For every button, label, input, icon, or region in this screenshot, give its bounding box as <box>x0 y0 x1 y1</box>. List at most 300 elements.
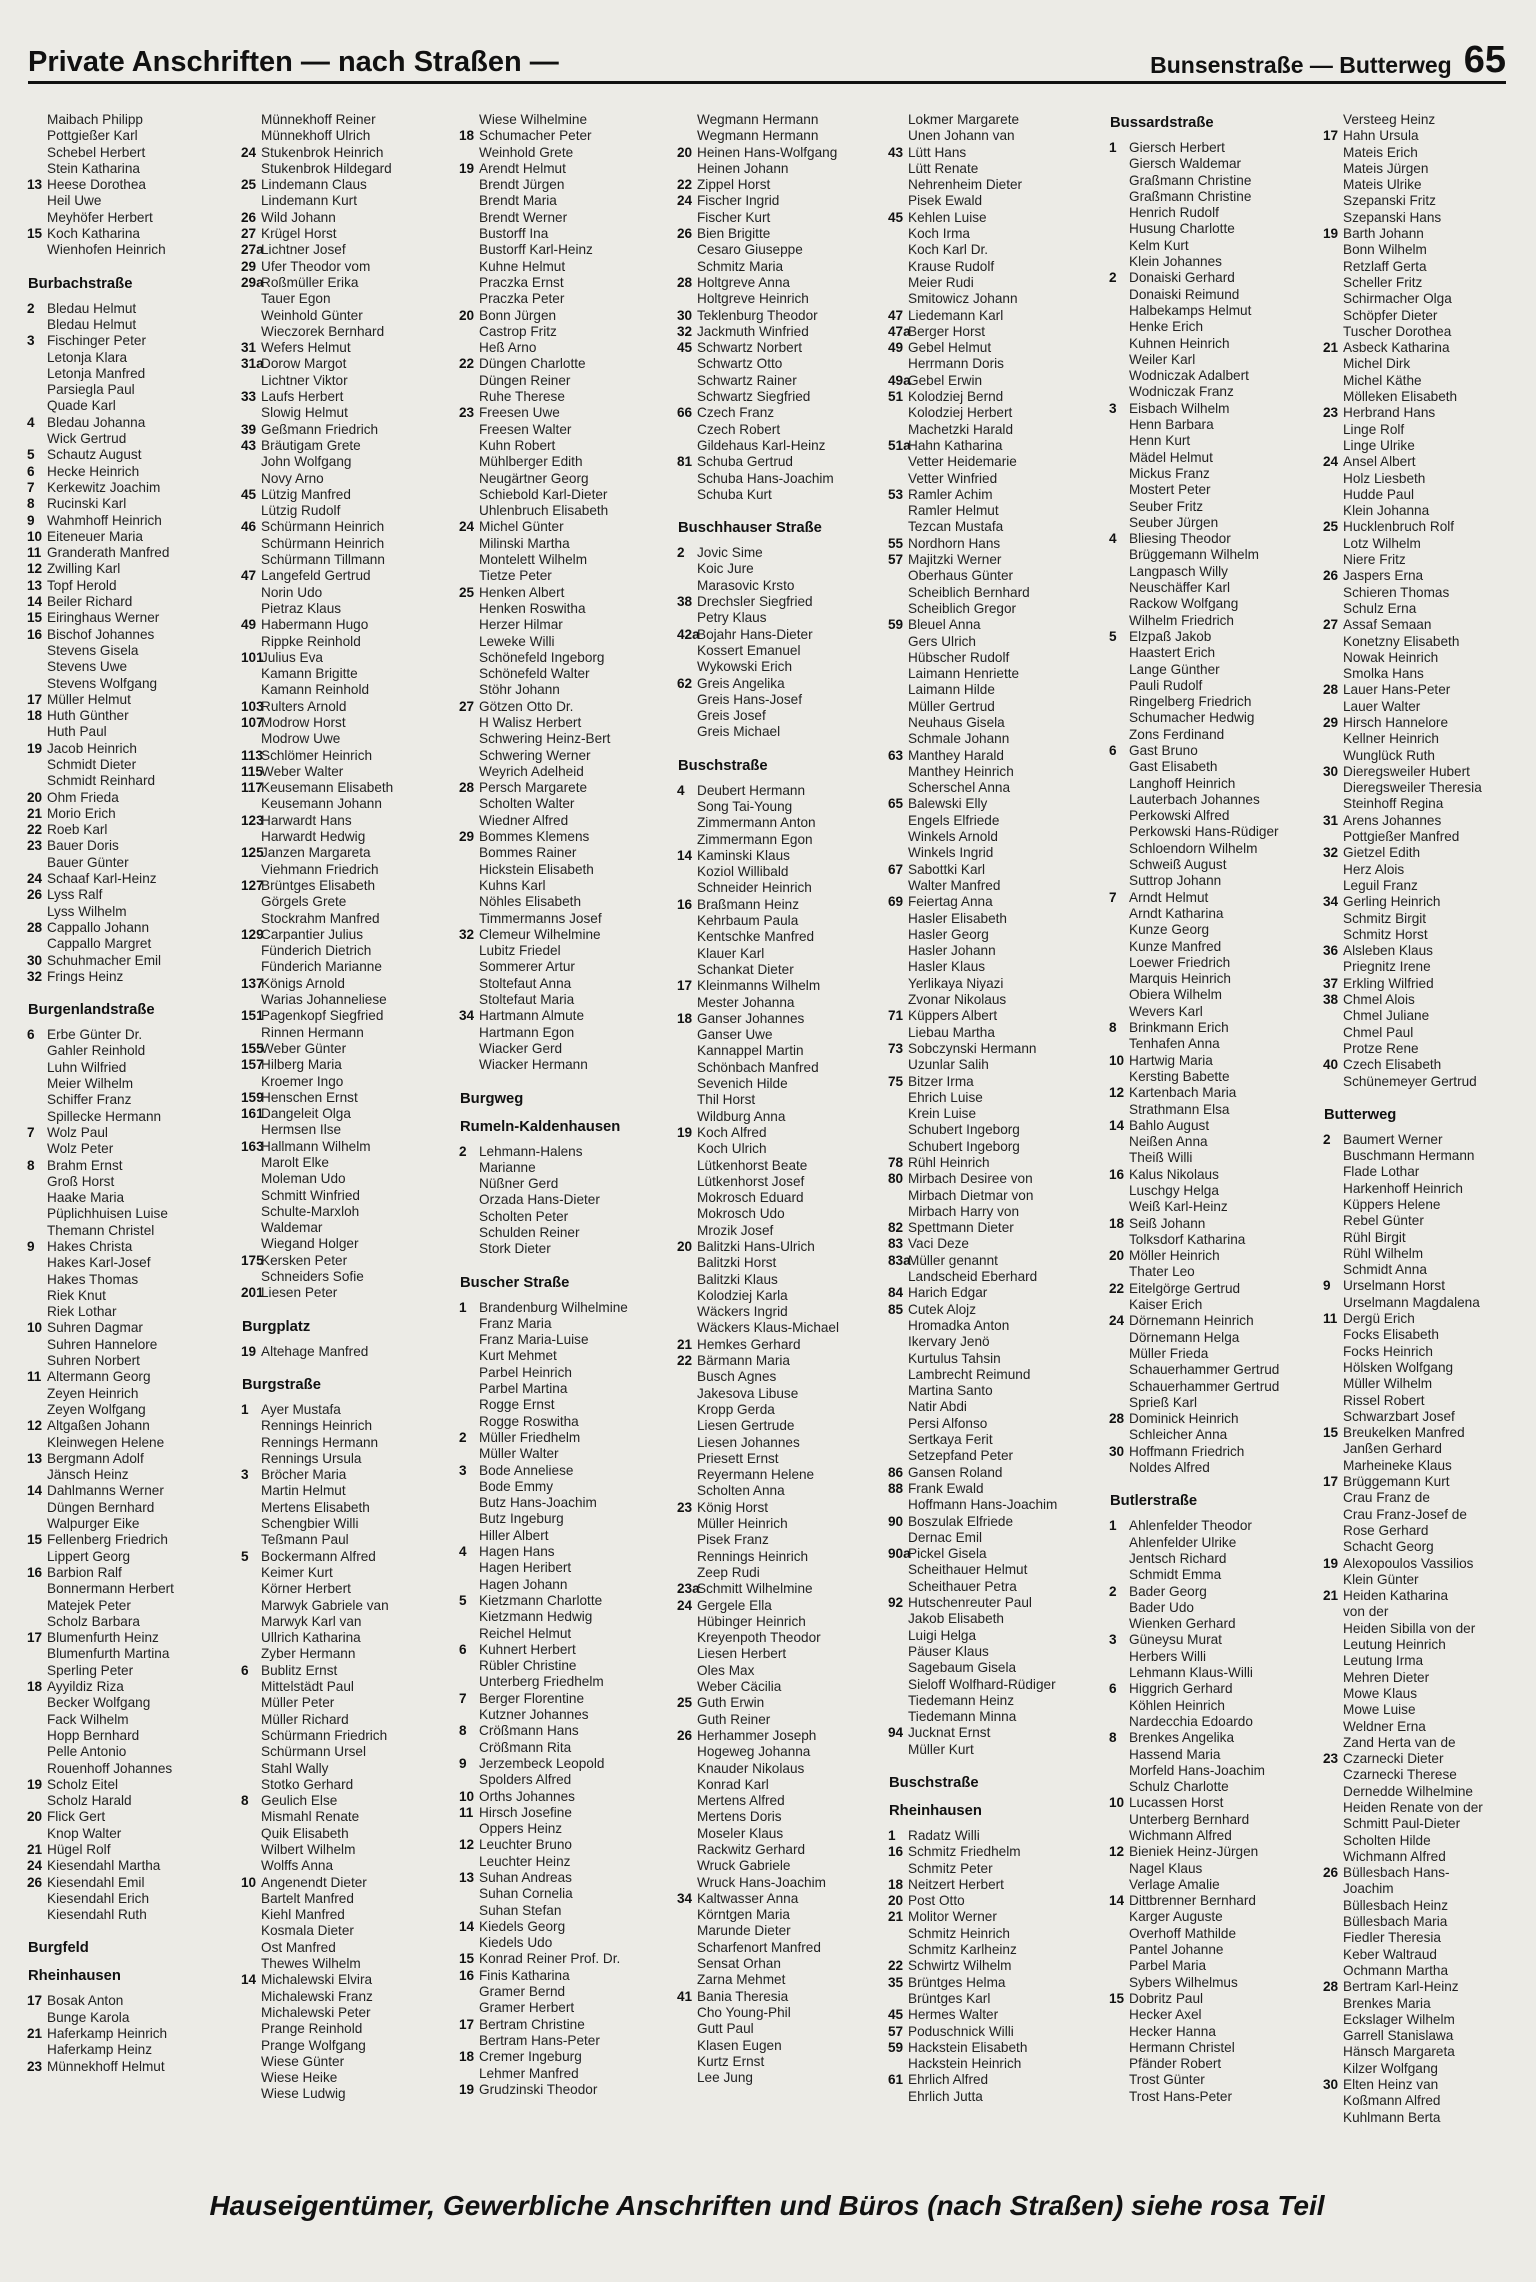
resident-entry <box>889 552 1101 568</box>
resident-name: Parbel Heinrich <box>479 1364 572 1380</box>
resident-entry <box>242 1842 454 1858</box>
resident-entry <box>1324 1164 1536 1180</box>
resident-entry <box>242 1483 454 1499</box>
resident-name: Scherschel Anna <box>908 780 1011 796</box>
resident-entry <box>1324 324 1536 340</box>
house-number: 7 <box>1109 889 1117 905</box>
resident-name: Kehrbaum Paula <box>697 913 799 929</box>
house-number: 8 <box>241 1793 249 1809</box>
resident-name: Müller Wilhelm <box>1343 1376 1433 1392</box>
resident-name: Bojahr Hans-Dieter <box>697 626 813 642</box>
resident-entry <box>460 1674 672 1690</box>
resident-name: Obiera Wilhelm <box>1129 987 1222 1003</box>
resident-name: Szepanski Fritz <box>1343 193 1436 209</box>
house-number: 41 <box>677 1988 693 2004</box>
district-subheading: Rheinhausen <box>28 1968 121 1985</box>
house-number: 57 <box>888 552 904 568</box>
resident-name: Kelm Kurt <box>1129 237 1189 253</box>
resident-name: Ruhe Therese <box>479 389 565 405</box>
resident-name: Bommes Klemens <box>479 829 590 845</box>
resident-entry <box>1324 1865 1536 1881</box>
resident-name: Hucklenbruch Rolf <box>1343 519 1455 535</box>
resident-name: Bertram Hans-Peter <box>479 2032 600 2048</box>
house-number: 4 <box>1109 531 1117 547</box>
resident-name: Retzlaff Gerta <box>1343 258 1427 274</box>
resident-entry <box>242 715 454 731</box>
resident-entry <box>1324 650 1536 666</box>
resident-name: Feiertag Anna <box>908 894 993 910</box>
resident-name: Wefers Helmut <box>261 340 351 356</box>
resident-name: Landscheid Eberhard <box>908 1269 1038 1285</box>
house-number: 65 <box>888 796 904 812</box>
resident-name: Spillecke Hermann <box>47 1108 162 1124</box>
resident-entry <box>678 1793 890 1809</box>
resident-name: Bustorff Karl-Heinz <box>479 242 593 258</box>
resident-name: Kiehl Manfred <box>261 1907 345 1923</box>
resident-name: Waldemar <box>261 1220 323 1236</box>
resident-entry <box>678 1565 890 1581</box>
resident-name: Cho Young-Phil <box>697 2004 791 2020</box>
resident-name: Schneiders Sofie <box>261 1269 364 1285</box>
resident-entry <box>678 340 890 356</box>
resident-entry <box>889 1204 1101 1220</box>
resident-name: Kiesendahl Martha <box>47 1858 161 1874</box>
resident-entry <box>242 1956 454 1972</box>
resident-name: Müller Gertrud <box>908 698 995 714</box>
resident-entry <box>242 699 454 715</box>
resident-entry <box>1110 1411 1322 1427</box>
resident-entry <box>1110 1909 1322 1925</box>
resident-entry <box>1324 1230 1536 1246</box>
resident-entry <box>460 2017 672 2033</box>
resident-entry <box>28 1288 240 1304</box>
house-number: 75 <box>888 1073 904 1089</box>
resident-entry <box>28 855 240 871</box>
house-number: 8 <box>1109 1730 1117 1746</box>
resident-name: Wunglück Ruth <box>1343 747 1435 763</box>
house-number: 24 <box>241 144 257 160</box>
resident-name: Wegmann Hermann <box>697 112 819 127</box>
resident-name: Schauerhammer Gertrud <box>1129 1378 1280 1394</box>
house-number: 21 <box>1323 340 1339 356</box>
resident-entry <box>678 2005 890 2021</box>
resident-name: Yerlikaya Niyazi <box>908 975 1004 991</box>
resident-entry <box>678 545 890 561</box>
resident-name: Kuhn Robert <box>479 437 556 453</box>
street-heading: Buschstraße <box>889 1774 979 1791</box>
resident-name: Koziol Willibald <box>697 864 789 880</box>
resident-entry <box>678 389 890 405</box>
house-number: 14 <box>1109 1893 1125 1909</box>
resident-entry <box>242 210 454 226</box>
resident-name: Timmermanns Josef <box>479 910 602 926</box>
house-number: 28 <box>459 780 475 796</box>
resident-name: Freesen Uwe <box>479 405 560 421</box>
house-number: 22 <box>677 1353 693 1369</box>
house-number: 8 <box>27 496 35 512</box>
resident-name: Riek Knut <box>47 1287 106 1303</box>
resident-entry <box>242 1139 454 1155</box>
resident-entry <box>242 193 454 209</box>
resident-name: Heese Dorothea <box>47 177 146 193</box>
resident-name: Hahn Ursula <box>1343 128 1419 144</box>
resident-name: Zeyen Heinrich <box>47 1385 139 1401</box>
resident-name: Prange Reinhold <box>261 2021 363 2037</box>
house-number: 24 <box>459 519 475 535</box>
resident-name: Knauder Nikolaus <box>697 1760 805 1776</box>
resident-name: Klasen Eugen <box>697 2037 782 2053</box>
resident-name: Kleinmanns Wilhelm <box>697 978 821 994</box>
resident-name: Chmel Alois <box>1343 992 1415 1008</box>
resident-name: Wodniczak Franz <box>1129 384 1234 400</box>
resident-name: Michel Käthe <box>1343 372 1422 388</box>
resident-entry <box>1324 1490 1536 1506</box>
resident-entry <box>460 1544 672 1560</box>
resident-entry <box>242 1236 454 1252</box>
resident-entry <box>460 1968 672 1984</box>
resident-entry <box>889 780 1101 796</box>
resident-entry <box>242 1041 454 1057</box>
resident-name: Schankat Dieter <box>697 961 794 977</box>
resident-name: Suhan Stefan <box>479 1902 562 1918</box>
resident-name: Marheineke Klaus <box>1343 1457 1452 1473</box>
house-number: 113 <box>241 747 263 763</box>
resident-name: Busch Agnes <box>697 1369 777 1385</box>
house-number: 30 <box>1323 2077 1339 2093</box>
resident-name: Hahn Katharina <box>908 437 1003 453</box>
resident-entry <box>889 1628 1101 1644</box>
resident-entry <box>460 1951 672 1967</box>
resident-name: Scholten Peter <box>479 1208 569 1224</box>
resident-name: Perkowski Hans-Rüdiger <box>1129 824 1279 840</box>
resident-entry <box>678 864 890 880</box>
resident-name: Mehren Dieter <box>1343 1669 1430 1685</box>
resident-entry <box>242 894 454 910</box>
resident-name: Bledau Johanna <box>47 414 146 430</box>
resident-name: Ehrlich Alfred <box>908 2072 989 2088</box>
resident-entry <box>1110 531 1322 547</box>
resident-entry <box>28 513 240 529</box>
resident-entry <box>460 1935 672 1951</box>
resident-name: Lee Jung <box>697 2070 753 2086</box>
house-number: 25 <box>241 177 257 193</box>
resident-name: Cappallo Johann <box>47 919 150 935</box>
house-number: 51a <box>888 437 911 453</box>
resident-name: Lyss Wilhelm <box>47 903 127 919</box>
resident-name: Warias Johanneliese <box>261 992 387 1008</box>
resident-entry <box>460 1593 672 1609</box>
resident-name: Stevens Gisela <box>47 642 139 658</box>
resident-entry <box>1110 645 1322 661</box>
resident-name: Liedemann Karl <box>908 307 1004 323</box>
resident-entry <box>889 748 1101 764</box>
resident-name: Oppers Heinz <box>479 1821 563 1837</box>
resident-entry <box>889 438 1101 454</box>
resident-name: Nüßner Gerd <box>479 1176 559 1192</box>
resident-entry <box>1324 1572 1536 1588</box>
resident-name: Weber Cäcilia <box>697 1679 782 1695</box>
resident-name: Wienhofen Heinrich <box>47 242 166 258</box>
resident-entry <box>1110 694 1322 710</box>
resident-entry <box>242 112 454 128</box>
resident-entry <box>1110 450 1322 466</box>
resident-entry <box>678 1679 890 1695</box>
resident-name: Lütt Hans <box>908 144 967 160</box>
page-title: Private Anschriften — nach Straßen — <box>28 46 559 78</box>
resident-entry <box>1110 2007 1322 2023</box>
resident-name: Crößmann Hans <box>479 1723 579 1739</box>
resident-name: Sieloff Wolfhard-Rüdiger <box>908 1676 1056 1692</box>
resident-entry <box>889 242 1101 258</box>
resident-name: Rühl Birgit <box>1343 1229 1406 1245</box>
resident-name: Baumert Werner <box>1343 1131 1443 1147</box>
resident-entry <box>1324 568 1536 584</box>
house-number: 5 <box>241 1548 249 1564</box>
resident-entry <box>1324 1719 1536 1735</box>
house-number: 26 <box>1323 568 1339 584</box>
resident-name: Song Tai-Young <box>697 798 793 814</box>
resident-name: Balitzki Horst <box>697 1255 777 1271</box>
resident-name: Persch Margarete <box>479 780 588 796</box>
resident-entry <box>1110 1085 1322 1101</box>
resident-entry <box>1324 112 1536 128</box>
resident-name: Sobczynski Hermann <box>908 1040 1037 1056</box>
resident-name: Suhren Hannelore <box>47 1336 158 1352</box>
house-number: 201 <box>241 1285 264 1301</box>
resident-name: Mostert Peter <box>1129 482 1211 498</box>
resident-name: Brendt Jürgen <box>479 177 565 193</box>
resident-entry <box>460 796 672 812</box>
house-number: 94 <box>888 1725 904 1741</box>
resident-entry <box>460 1495 672 1511</box>
resident-entry <box>460 1192 672 1208</box>
resident-entry <box>28 1206 240 1222</box>
resident-entry <box>1110 971 1322 987</box>
resident-entry <box>889 1074 1101 1090</box>
resident-name: Marquis Heinrich <box>1129 971 1231 987</box>
resident-entry <box>1110 1118 1322 1134</box>
resident-entry <box>28 112 240 128</box>
resident-entry <box>460 2049 672 2065</box>
resident-entry <box>678 405 890 421</box>
resident-name: Kellner Heinrich <box>1343 731 1439 747</box>
resident-entry <box>28 1483 240 1499</box>
resident-entry <box>889 650 1101 666</box>
resident-entry <box>1324 699 1536 715</box>
resident-name: Modrow Uwe <box>261 731 341 747</box>
resident-entry <box>460 943 672 959</box>
house-number: 5 <box>27 447 35 463</box>
resident-name: Noldes Alfred <box>1129 1460 1210 1476</box>
resident-name: Dorow Margot <box>261 356 347 372</box>
resident-name: Müller Frieda <box>1129 1345 1209 1361</box>
resident-name: Zyber Hermann <box>261 1646 356 1662</box>
house-number: 3 <box>459 1462 467 1478</box>
resident-entry <box>242 308 454 324</box>
resident-name: Julius Eva <box>261 649 323 665</box>
resident-name: Wodniczak Adalbert <box>1129 368 1249 384</box>
resident-name: Pisek Franz <box>697 1532 769 1548</box>
resident-entry <box>28 806 240 822</box>
resident-entry <box>1324 959 1536 975</box>
resident-entry <box>678 1532 890 1548</box>
resident-entry <box>460 878 672 894</box>
resident-name: Wiese Wilhelmine <box>479 112 588 127</box>
resident-entry <box>889 1546 1101 1562</box>
resident-entry <box>1324 1686 1536 1702</box>
resident-entry <box>1110 564 1322 580</box>
resident-name: Kilzer Wolfgang <box>1343 2060 1438 2076</box>
house-number: 14 <box>27 594 43 610</box>
resident-entry <box>1110 319 1322 335</box>
resident-name: Rissel Robert <box>1343 1392 1425 1408</box>
resident-name: Hecker Hanna <box>1129 2023 1216 2039</box>
resident-name: Topf Herold <box>47 577 117 593</box>
directory-column-6 <box>1110 112 1322 2162</box>
resident-entry <box>28 1027 240 1043</box>
resident-name: Beiler Richard <box>47 594 133 610</box>
resident-entry <box>1324 389 1536 405</box>
resident-entry <box>460 1300 672 1316</box>
footer-note: Hauseigentümer, Gewerbliche Anschriften und Büros (nach Straßen) siehe rosa Teil <box>209 2190 1325 2221</box>
resident-entry <box>242 1025 454 1041</box>
resident-name: Neuschäffer Karl <box>1129 580 1230 596</box>
resident-entry <box>1110 1297 1322 1313</box>
resident-name: Orzada Hans-Dieter <box>479 1192 600 1208</box>
house-number: 61 <box>888 2072 904 2088</box>
resident-name: Focks Elisabeth <box>1343 1327 1439 1343</box>
resident-entry <box>460 1041 672 1057</box>
resident-name: Hübinger Heinrich <box>697 1613 806 1629</box>
resident-name: Vetter Winfried <box>908 470 998 486</box>
resident-entry <box>1110 1535 1322 1551</box>
resident-name: Parbel Martina <box>479 1381 568 1397</box>
resident-entry <box>28 1614 240 1630</box>
resident-name: Thewes Wilhelm <box>261 1956 361 1972</box>
resident-entry <box>1324 1653 1536 1669</box>
resident-entry <box>28 1993 240 2009</box>
resident-entry <box>28 578 240 594</box>
resident-entry <box>242 911 454 927</box>
resident-entry <box>678 1418 890 1434</box>
resident-name: Sommerer Artur <box>479 959 575 975</box>
house-number: 17 <box>459 2016 475 2032</box>
resident-name: Koch Alfred <box>697 1124 767 1140</box>
resident-name: Bode Emmy <box>479 1478 554 1494</box>
resident-name: Schweiß August <box>1129 857 1227 873</box>
resident-name: Stöhr Johann <box>479 682 560 698</box>
house-number: 26 <box>27 1874 43 1890</box>
resident-name: Tiedemann Minna <box>908 1709 1017 1725</box>
resident-name: Montelett Wilhelm <box>479 552 588 568</box>
house-number: 22 <box>677 177 693 193</box>
resident-entry <box>460 829 672 845</box>
resident-entry <box>460 1176 672 1192</box>
resident-name: Thater Leo <box>1129 1264 1195 1280</box>
house-number: 18 <box>27 1679 43 1695</box>
resident-entry <box>1110 466 1322 482</box>
house-number: 2 <box>677 545 685 561</box>
resident-name: Schöpfer Dieter <box>1343 307 1438 323</box>
street-heading: Buschhauser Straße <box>678 520 822 537</box>
resident-name: Keimer Kurt <box>261 1564 333 1580</box>
resident-name: Zeep Rudi <box>697 1564 760 1580</box>
resident-name: Ahlenfelder Theodor <box>1129 1518 1252 1534</box>
resident-name: Smitowicz Johann <box>908 291 1018 307</box>
resident-name: Persi Alfonso <box>908 1415 988 1431</box>
resident-entry <box>678 1695 890 1711</box>
resident-name: Bublitz Ernst <box>261 1662 338 1678</box>
resident-name: Schürmann Tillmann <box>261 552 385 568</box>
resident-entry <box>678 1728 890 1744</box>
house-number: 34 <box>459 1008 475 1024</box>
resident-name: Stoltefaut Anna <box>479 975 572 991</box>
resident-name: Wolffs Anna <box>261 1858 334 1874</box>
resident-name: Winkels Arnold <box>908 829 998 845</box>
resident-name: Henschen Ernst <box>261 1089 358 1105</box>
resident-entry <box>242 1712 454 1728</box>
house-number: 22 <box>888 1958 904 1974</box>
resident-name: Hickstein Elisabeth <box>479 861 594 877</box>
house-number: 22 <box>459 356 475 372</box>
resident-name: Greis Josef <box>697 708 766 724</box>
resident-entry <box>28 496 240 512</box>
resident-entry <box>889 1432 1101 1448</box>
resident-entry <box>242 405 454 421</box>
resident-name: Scholten Hilde <box>1343 1832 1431 1848</box>
resident-name: Wäckers Klaus-Michael <box>697 1320 840 1336</box>
resident-entry <box>460 1397 672 1413</box>
resident-name: Flade Lothar <box>1343 1164 1420 1180</box>
resident-entry <box>242 2021 454 2037</box>
house-number: 18 <box>459 2049 475 2065</box>
house-number: 32 <box>1323 845 1339 861</box>
resident-entry <box>242 1220 454 1236</box>
resident-name: Bania Theresia <box>697 1988 789 2004</box>
resident-entry <box>242 454 454 470</box>
resident-name: Jackmuth Winfried <box>697 323 809 339</box>
resident-entry <box>1110 1395 1322 1411</box>
resident-entry <box>460 894 672 910</box>
resident-name: Ansel Albert <box>1343 454 1416 470</box>
resident-name: Kossert Emanuel <box>697 642 801 658</box>
resident-name: Kaiser Erich <box>1129 1297 1203 1313</box>
resident-entry <box>28 1158 240 1174</box>
resident-name: Harwardt Hans <box>261 812 352 828</box>
resident-entry <box>1110 873 1322 889</box>
resident-entry <box>242 2054 454 2070</box>
resident-entry <box>242 992 454 1008</box>
resident-name: Orths Johannes <box>479 1788 575 1804</box>
resident-entry <box>678 1027 890 1043</box>
resident-entry <box>28 1516 240 1532</box>
resident-entry <box>28 415 240 431</box>
resident-name: Neugärtner Georg <box>479 470 589 486</box>
resident-entry <box>1110 1183 1322 1199</box>
resident-entry <box>889 976 1101 992</box>
resident-name: Balitzki Hans-Ulrich <box>697 1239 815 1254</box>
house-number: 28 <box>1323 682 1339 698</box>
resident-name: Nordhorn Hans <box>908 535 1001 551</box>
resident-entry <box>242 1008 454 1024</box>
resident-name: Bunge Karola <box>47 2009 130 2025</box>
resident-name: Bommes Rainer <box>479 845 577 861</box>
resident-name: Urselmann Horst <box>1343 1278 1445 1294</box>
resident-name: Liesen Herbert <box>697 1646 787 1662</box>
resident-entry <box>1324 1963 1536 1979</box>
resident-entry <box>460 992 672 1008</box>
resident-name: Luschgy Helga <box>1129 1183 1219 1198</box>
